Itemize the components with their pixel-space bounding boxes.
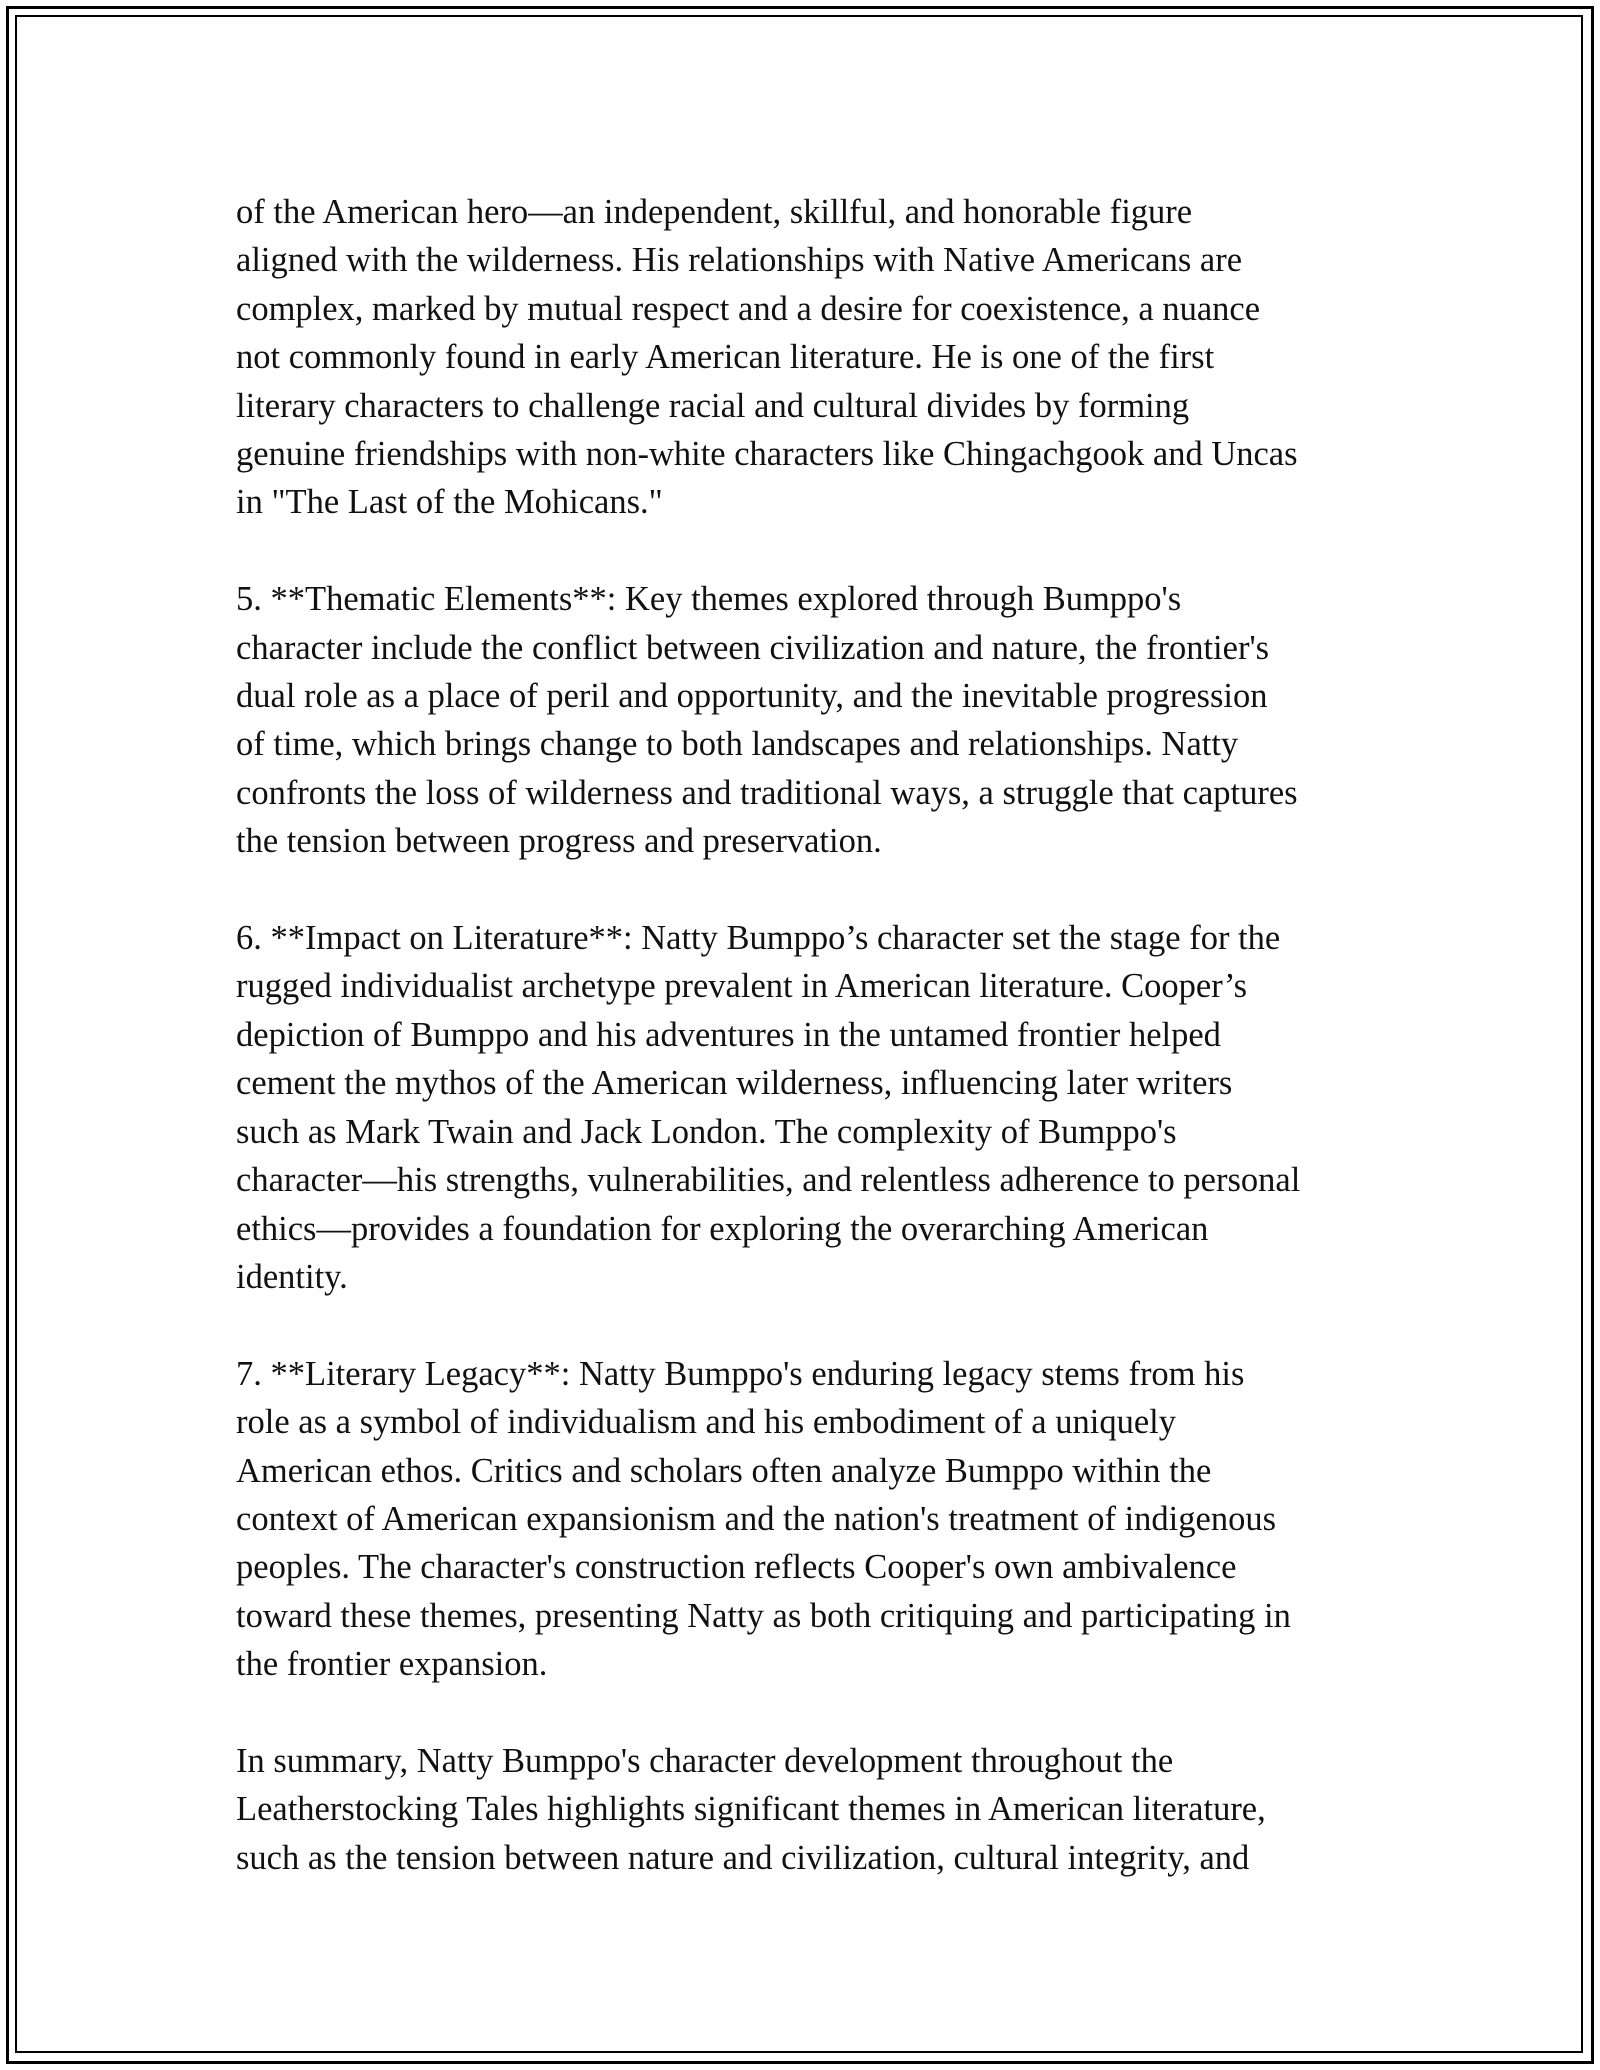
- paragraph-thematic-elements: [236, 575, 1386, 865]
- text-line: role as a symbol of individualism and his embodiment of a uniquely: [236, 1403, 1176, 1442]
- text-line: dual role as a place of peril and opportunity, and the inevitable progression: [236, 677, 1268, 716]
- text-line: confronts the loss of wilderness and traditional ways, a struggle that captures: [236, 773, 1298, 812]
- text-line: the tension between progress and preservation.: [236, 822, 882, 861]
- text-line: context of American expansionism and the nation's treatment of indigenous: [236, 1499, 1277, 1538]
- text-line: genuine friendships with non-white characters like Chingachgook and Uncas: [236, 435, 1298, 474]
- text-line: in "The Last of the Mohicans.": [236, 483, 663, 522]
- text-line: not commonly found in early American literature. He is one of the first: [236, 338, 1215, 377]
- text-line: of time, which brings change to both landscapes and relationships. Natty: [236, 725, 1239, 764]
- paragraph-impact-on-literature: [236, 914, 1386, 1301]
- text-line: 7. **Literary Legacy**: Natty Bumppo's enduring legacy stems from his: [236, 1354, 1245, 1393]
- text-line: literary characters to challenge racial and cultural divides by forming: [236, 386, 1190, 425]
- paragraph-summary: [236, 1737, 1386, 1882]
- text-line: 5. **Thematic Elements**: Key themes explored through Bumppo's: [236, 580, 1182, 619]
- paragraph-native-relationships: [236, 188, 1386, 527]
- paragraph-literary-legacy: [236, 1350, 1386, 1689]
- text-line: toward these themes, presenting Natty as both critiquing and participating in: [236, 1596, 1291, 1635]
- text-line: such as the tension between nature and civilization, cultural integrity, and: [236, 1838, 1250, 1877]
- text-line: character—his strengths, vulnerabilities, and relentless adherence to personal: [236, 1161, 1301, 1200]
- text-line: 6. **Impact on Literature**: Natty Bumppo’s character set the stage for the: [236, 919, 1281, 958]
- text-line: peoples. The character's construction reflects Cooper's own ambivalence: [236, 1548, 1237, 1587]
- text-line: depiction of Bumppo and his adventures in the untamed frontier helped: [236, 1015, 1221, 1054]
- text-line: cement the mythos of the American wilderness, influencing later writers: [236, 1064, 1233, 1103]
- text-line: American ethos. Critics and scholars often analyze Bumppo within the: [236, 1451, 1212, 1490]
- text-line: rugged individualist archetype prevalent in American literature. Cooper’s: [236, 967, 1248, 1006]
- text-line: aligned with the wilderness. His relationships with Native Americans are: [236, 241, 1243, 280]
- document-body: [236, 188, 1386, 1931]
- text-line: Leatherstocking Tales highlights significant themes in American literature,: [236, 1790, 1266, 1829]
- text-line: complex, marked by mutual respect and a desire for coexistence, a nuance: [236, 289, 1261, 328]
- text-line: ethics—provides a foundation for exploring the overarching American: [236, 1209, 1209, 1248]
- text-line: identity.: [236, 1257, 348, 1296]
- text-line: character include the conflict between civilization and nature, the frontier's: [236, 628, 1270, 667]
- text-line: such as Mark Twain and Jack London. The complexity of Bumppo's: [236, 1112, 1177, 1151]
- text-line: In summary, Natty Bumppo's character development throughout the: [236, 1741, 1174, 1780]
- text-line: of the American hero—an independent, skillful, and honorable figure: [236, 193, 1193, 231]
- text-line: the frontier expansion.: [236, 1645, 548, 1684]
